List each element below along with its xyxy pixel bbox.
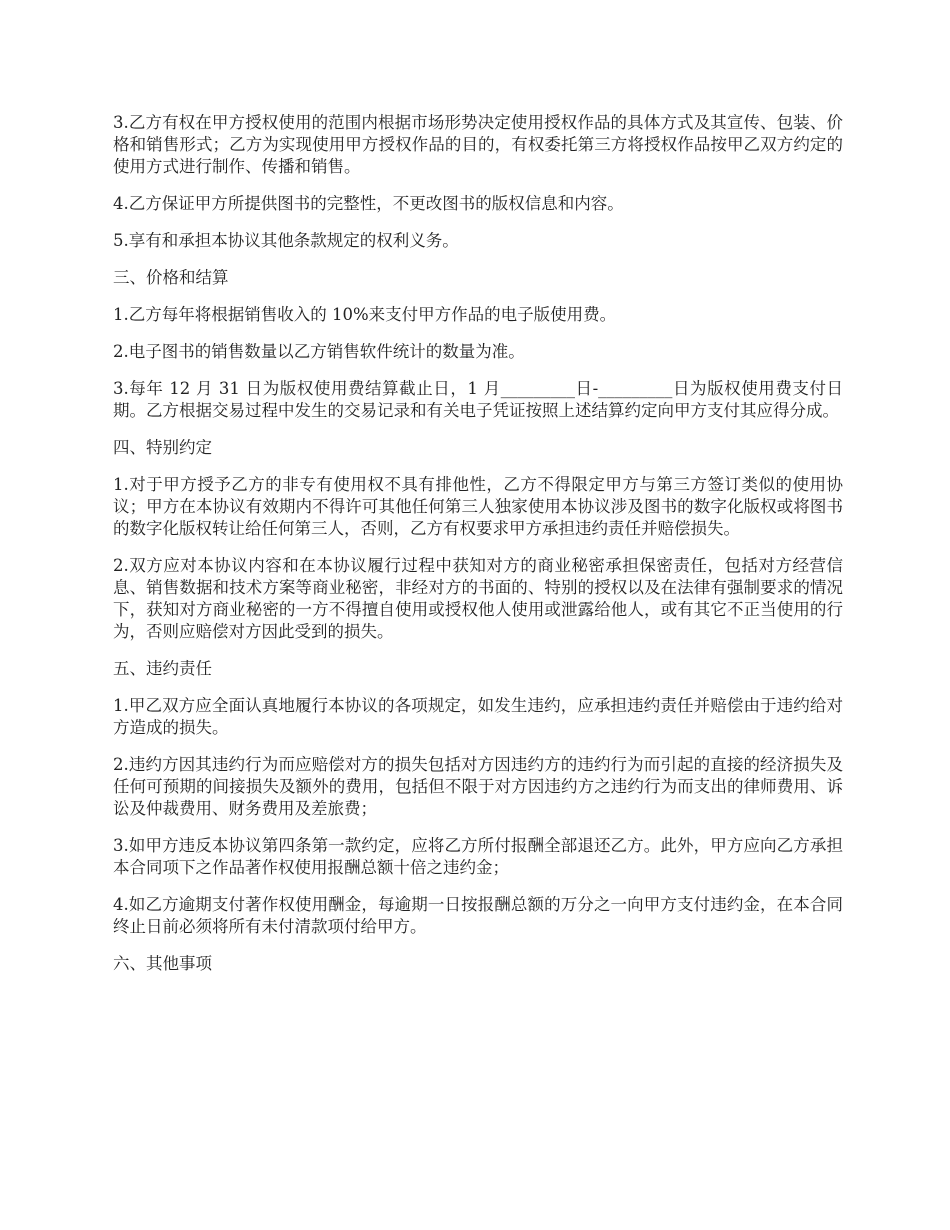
clause-5-item-4: 4.如乙方逾期支付著作权使用酬金，每逾期一日按报酬总额的万分之一向甲方支付违约金，在本合同终止日前必须将所有未付清款项付给甲方。 <box>113 895 843 936</box>
clause-3-item-3: 3.每年 12 月 31 日为版权使用费结算截止日，1 月_________日-_________日为版权使用费支付日期。乙方根据交易过程中发生的交易记录和有关电子凭证按照上述结算约定向甲方支付其应得分成。 <box>113 379 843 420</box>
clause-4-item-2: 2.双方应对本协议内容和在本协议履行过程中获知对方的商业秘密承担保密责任，包括对方经营信息、销售数据和技术方案等商业秘密，非经对方的书面的、特别的授权以及在法律有强制要求的情况下，获知对方商业秘密的一方不得擅自使用或授权他人使用或泄露给他人，或有其它不正当使用的行为，否则应赔偿对方因此受到的损失。 <box>113 556 843 641</box>
clause-5-item-1: 1.甲乙双方应全面认真地履行本协议的各项规定，如发生违约，应承担违约责任并赔偿由于违约给对方造成的损失。 <box>113 696 843 737</box>
clause-5-item-2: 2.违约方因其违约行为而应赔偿对方的损失包括对方因违约方的违约行为而引起的直接的经济损失及任何可预期的间接损失及额外的费用，包括但不限于对方因违约方之违约行为而支出的律师费用、诉讼及仲裁费用、财务费用及差旅费； <box>113 755 843 818</box>
section-heading-breach-liability: 五、违约责任 <box>113 659 212 678</box>
section-heading-other-matters: 六、其他事项 <box>113 954 212 973</box>
clause-2-item-5: 5.享有和承担本协议其他条款规定的权利义务。 <box>113 231 459 250</box>
clause-5-item-3: 3.如甲方违反本协议第四条第一款约定，应将乙方所付报酬全部退还乙方。此外，甲方应向乙方承担本合同项下之作品著作权使用报酬总额十倍之违约金； <box>113 836 843 877</box>
clause-4-item-1: 1.对于甲方授予乙方的非专有使用权不具有排他性，乙方不得限定甲方与第三方签订类似的使用协议；甲方在本协议有效期内不得许可其他任何第三人独家使用本协议涉及图书的数字化版权或将图书的数字化版权转让给任何第三人，否则，乙方有权要求甲方承担违约责任并赔偿损失。 <box>113 475 843 538</box>
section-heading-special-agreement: 四、特别约定 <box>113 438 212 457</box>
clause-3-item-2: 2.电子图书的销售数量以乙方销售软件统计的数量为准。 <box>113 342 525 361</box>
document-body <box>113 112 843 990</box>
clause-2-item-4: 4.乙方保证甲方所提供图书的完整性，不更改图书的版权信息和内容。 <box>113 194 624 213</box>
clause-3-item-1: 1.乙方每年将根据销售收入的 10%来支付甲方作品的电子版使用费。 <box>113 305 617 324</box>
clause-2-item-3: 3.乙方有权在甲方授权使用的范围内根据市场形势决定使用授权作品的具体方式及其宣传、包装、价格和销售形式；乙方为实现使用甲方授权作品的目的，有权委托第三方将授权作品按甲乙双方约定的使用方式进行制作、传播和销售。 <box>113 113 843 176</box>
section-heading-price-settlement: 三、价格和结算 <box>113 268 229 287</box>
